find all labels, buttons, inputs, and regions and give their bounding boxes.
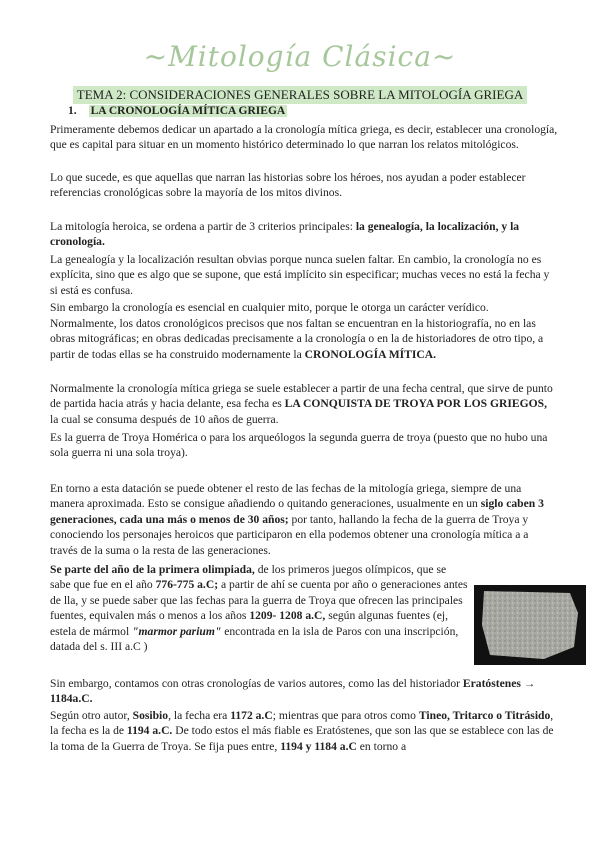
paragraph-intro: Primeramente debemos dedicar un apartado a la cronología mítica griega, es decir, establecer una cronología, que es capital para situar en un momento histórico determinado lo que narran los relatos mitológicos. bbox=[50, 123, 558, 152]
section-title: LA CRONOLOGÍA MÍTICA GRIEGA bbox=[90, 105, 286, 117]
paragraph-other-chronologies: Sin embargo, contamos con otras cronologías de varios autores, como las del historiador Eratóstenes → 1184a.C. bbox=[50, 677, 536, 706]
paragraph-generations: En torno a esta datación se puede obtener el resto de las fechas de la mitología griega, siempre de una manera aproximada. Esto se consigue añadiendo o quitando generaciones, usualmente en un siglo caben 3 generaciones, cada una más o menos de 30 años; por tanto, hallando la fecha de la guerra de Troya y conociendo los personajes heroicos que participaron en ella podemos obtener una cronología mítica a a través de la suma o la resta de las generaciones. bbox=[50, 482, 544, 557]
paragraph-criteria: La mitología heroica, se ordena a partir de 3 criterios principales: la genealogía, la localización, y la cronología. bbox=[50, 220, 520, 249]
paragraph-historiography: Normalmente, los datos cronológicos precisos que nos faltan se encuentran en la historiografía, no en las obras mitográficas; en obras dedicadas precisamente a la cronología o en la de historiadores de otro tipo, a partir de todas ellas se ha construido modernamente la CRONOLOGÍA MÍTICA. bbox=[50, 317, 544, 361]
page-title: ~Mitología Clásica~ bbox=[143, 40, 457, 73]
section-number: 1. bbox=[68, 105, 77, 117]
paragraph-troy-war: Es la guerra de Troya Homérica o para los arqueólogos la segunda guerra de troya (puesto que no hubo una sola guerra ni una sola troya). bbox=[50, 431, 548, 460]
topic-heading: TEMA 2: CONSIDERACIONES GENERALES SOBRE LA MITOLOGÍA GRIEGA bbox=[73, 86, 527, 104]
section-heading bbox=[68, 105, 287, 117]
paragraph-central-date: Normalmente la cronología mítica griega se suele establecer a partir de una fecha central, que sirve de punto de partida hacia atrás y hacia delante, esa fecha es LA CONQUISTA DE TROYA POR LOS GRIEGOS, la cual se consuma después de 10 años de guerra. bbox=[50, 382, 553, 426]
paragraph-genealogy: La genealogía y la localización resultan obvias porque nunca suelen faltar. En cambio, la cronología no es explícita, sino que es algo que se supone, que está implícito sin especificar; muchas veces no está la fecha y si está es confusa. bbox=[50, 253, 550, 297]
paragraph-olympiad: Se parte del año de la primera olimpiada, de los primeros juegos olímpicos, que se sabe que fue en el año 776-775 a.C; a partir de ahí se cuenta por año o generaciones antes de lla, y se puede saber que las fechas para la guerra de Troya que ofrecen las principales fuentes, equivalen más o menos a los años 1209- 1208 a.C, según algunas fuentes (ej, estela de mármol "marmor parium" encontrada en la isla de Paros con una inscripción, datada del s. III a.C ) bbox=[50, 563, 468, 654]
paragraph-essential: Sin embargo la cronología es esencial en cualquier mito, porque le otorga un carácter verídico. bbox=[50, 301, 489, 314]
marmor-parium-image bbox=[474, 585, 586, 665]
paragraph-authors: Según otro autor, Sosibio, la fecha era 1172 a.C; mientras que para otros como Tineo, Tritarco o Titrásido, la fecha es la de 1194 a.C. De todo estos el más fiable es Eratóstenes, que son las que se establece con las de la toma de la Guerra de Troya. Se fija pues entre, 1194 y 1184 a.C en torno a bbox=[50, 709, 554, 753]
paragraph-heroes: Lo que sucede, es que aquellas que narran las historias sobre los héroes, nos ayudan a poder establecer referencias cronológicas sobre la mayoría de los mitos divinos. bbox=[50, 171, 526, 200]
